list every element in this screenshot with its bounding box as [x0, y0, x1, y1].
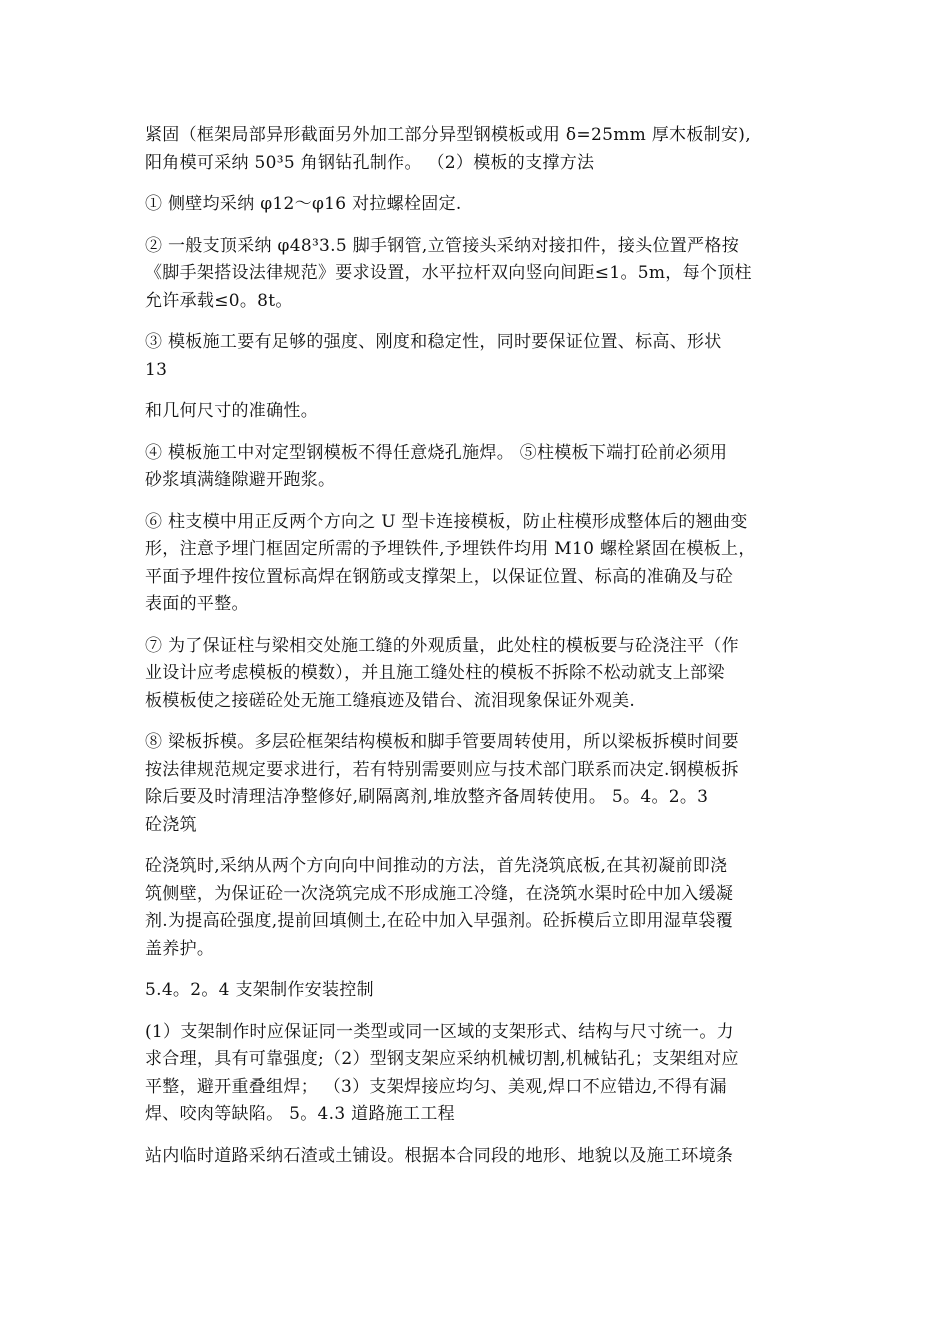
text-line: 阳角模可采纳 50³5 角钢钻孔制作。 （2）模板的支撑方法 [145, 152, 595, 173]
text-line: ⑥ 柱支模中用正反两个方向之 U 型卡连接模板，防止柱模形成整体后的翘曲变 [145, 511, 748, 532]
text-line: 砼浇筑 [145, 814, 197, 835]
text-line: 和几何尺寸的准确性。 [145, 401, 318, 421]
paragraph-2 [145, 191, 811, 219]
text-line: 除后要及时清理洁净整修好,刷隔离剂,堆放整齐备周转使用。 5。4。2。3 [145, 787, 709, 807]
text-line: 《脚手架搭设法律规范》要求设置，水平拉杆双向竖向间距≤1。5m，每个顶柱 [145, 263, 752, 283]
text-line: 5.4。2。4 支架制作安装控制 [145, 980, 374, 1000]
paragraph-3 [145, 233, 811, 316]
text-line: 焊、咬肉等缺陷。 5。4.3 道路施工工程 [145, 1104, 455, 1124]
section-heading [145, 977, 811, 1005]
text-line: 盖养护。 [145, 938, 215, 959]
text-line: ① 侧壁均采纳 φ12～φ16 对拉螺栓固定. [145, 194, 462, 214]
paragraph-12 [145, 1019, 811, 1129]
paragraph-10 [145, 853, 811, 963]
paragraph-8 [145, 633, 811, 716]
document-page [145, 122, 811, 1184]
text-line: 形，注意予埋门框固定所需的予埋铁件,予埋铁件均用 M10 螺栓紧固在模板上， [145, 539, 756, 559]
paragraph-1 [145, 122, 811, 177]
text-line: (1）支架制作时应保证同一类型或同一区域的支架形式、结构与尺寸统一。力 [145, 1021, 734, 1042]
paragraph-13 [145, 1143, 811, 1171]
paragraph-7 [145, 509, 811, 619]
paragraph-9 [145, 729, 811, 839]
text-line: 平面予埋件按位置标高焊在钢筋或支撑架上，以保证位置、标高的准确及与砼 [145, 566, 734, 587]
text-line: 平整，避开重叠组焊； （3）支架焊接应均匀、美观,焊口不应错边,不得有漏 [145, 1076, 727, 1097]
text-line: 业设计应考虑模板的模数），并且施工缝处柱的模板不拆除不松动就支上部梁 [145, 663, 725, 683]
text-line: 板模板使之接磋砼处无施工缝痕迹及错台、流泪现象保证外观美. [145, 690, 636, 711]
text-line: 允许承载≤0。8t。 [145, 290, 293, 311]
paragraph-6 [145, 440, 811, 495]
text-line: 站内临时道路采纳石渣或土铺设。根据本合同段的地形、地貌以及施工环境条 [145, 1145, 734, 1166]
text-line: 砂浆填满缝隙避开跑浆。 [145, 470, 336, 490]
text-line: 紧固（框架局部异形截面另外加工部分异型钢模板或用 δ=25mm 厚木板制安), [145, 125, 751, 145]
text-line: 砼浇筑时,采纳从两个方向向中间推动的方法，首先浇筑底板,在其初凝前即浇 [145, 856, 728, 876]
text-line: 按法律规范规定要求进行，若有特别需要则应与技术部门联系而决定.钢模板拆 [145, 759, 739, 780]
text-line: 筑侧壁，为保证砼一次浇筑完成不形成施工冷缝，在浇筑水渠时砼中加入缓凝 [145, 883, 734, 904]
text-line: ③ 模板施工要有足够的强度、刚度和稳定性，同时要保证位置、标高、形状 [145, 332, 722, 352]
text-line: 剂.为提高砼强度,提前回填侧土,在砼中加入早强剂。砼拆模后立即用湿草袋覆 [145, 911, 734, 931]
text-line: ⑧ 梁板拆模。多层砼框架结构模板和脚手管要周转使用，所以梁板拆模时间要 [145, 732, 739, 752]
page-number: 13 [145, 359, 168, 380]
paragraph-5 [145, 398, 811, 426]
paragraph-4 [145, 329, 811, 384]
text-line: ④ 模板施工中对定型钢模板不得任意烧孔施焊。 ⑤柱模板下端打砼前必须用 [145, 442, 728, 463]
text-line: 表面的平整。 [145, 594, 249, 614]
text-line: 求合理，具有可靠强度;（2）型钢支架应采纳机械切割,机械钻孔；支架组对应 [145, 1049, 739, 1069]
text-line: ⑦ 为了保证柱与梁相交处施工缝的外观质量，此处柱的模板要与砼浇注平（作 [145, 635, 739, 656]
text-line: ② 一般支顶采纳 φ48³3.5 脚手钢管,立管接头采纳对接扣件，接头位置严格按 [145, 235, 739, 256]
